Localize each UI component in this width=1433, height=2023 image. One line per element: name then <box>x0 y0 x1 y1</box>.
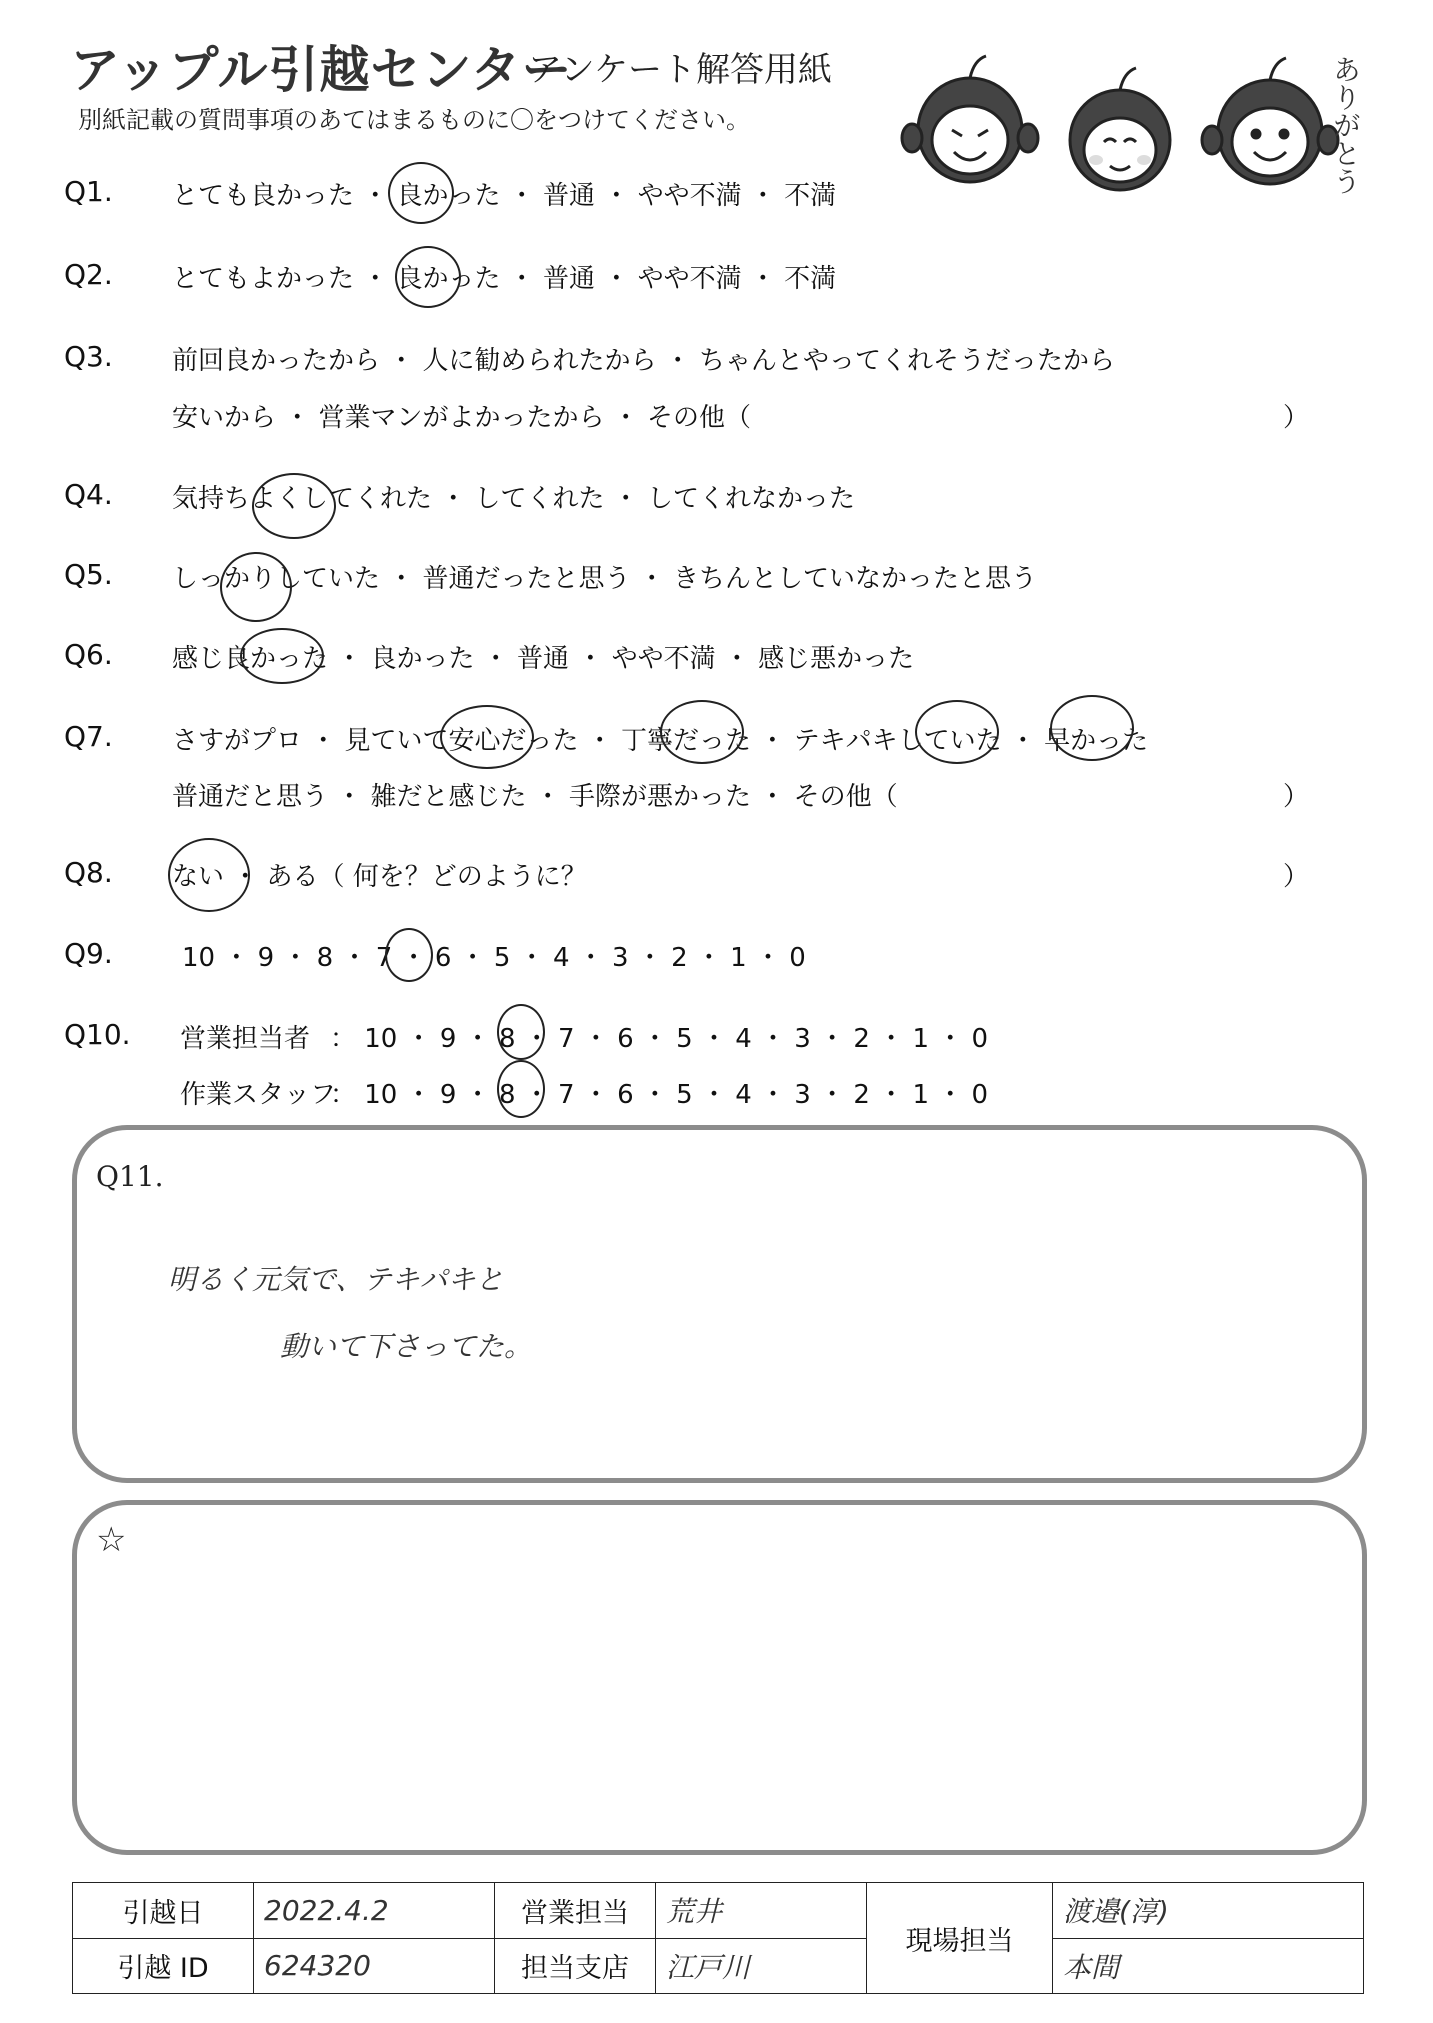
form-instruction: 別紙記載の質問事項のあてはまるものに〇をつけてください。 <box>78 106 750 134</box>
q5-options: しっかりしていた ・ 普通だったと思う ・ きちんとしていなかったと思う <box>172 564 1038 594</box>
q10-sales-selection-circle <box>497 1004 545 1060</box>
q3-label: Q3. <box>64 340 113 373</box>
q7-options-line2: 普通だと思う ・ 雑だと感じた ・ 手際が悪かった ・ その他（ <box>172 782 898 812</box>
monkey-mascot-icon <box>895 40 1365 220</box>
moving-id-value: 624320 <box>254 1938 495 1994</box>
q10-sales-scale: ： 10 ・ 9 ・ 8 ・ 7 ・ 6 ・ 5 ・ 4 ・ 3 ・ 2 ・ 1 ・ 0 <box>330 1024 989 1054</box>
q9-label: Q9. <box>64 937 113 970</box>
q6-label: Q6. <box>64 638 113 671</box>
q3-options-line1: 前回良かったから ・ 人に勧められたから ・ ちゃんとやってくれそうだったから <box>172 346 1116 376</box>
q7-close-paren: ） <box>1283 782 1310 812</box>
q7-options-line1: さすがプロ ・ 見ていて安心だった ・ 丁寧だった ・ テキパキしていた ・ 早かった <box>172 726 1149 756</box>
q10-staff-selection-circle <box>497 1060 545 1118</box>
q2-selection-circle <box>395 246 461 308</box>
q8-close-paren: ） <box>1283 862 1310 892</box>
form-subtitle: アンケート解答用紙 <box>528 50 832 90</box>
q9-options: 10 ・ 9 ・ 8 ・ 7 ・ 6 ・ 5 ・ 4 ・ 3 ・ 2 ・ 1 ・ 0 <box>182 943 806 973</box>
q1-options: とても良かった ・ 良かった ・ 普通 ・ やや不満 ・ 不満 <box>172 181 837 211</box>
branch-value: 江戸川 <box>656 1938 867 1994</box>
q4-selection-circle <box>252 473 336 539</box>
q6-selection-circle <box>240 628 324 684</box>
q1-label: Q1. <box>64 175 113 208</box>
q8-selection-circle <box>168 838 250 912</box>
q11-comment-line1: 明るく元気で、テキパキと <box>168 1263 504 1296</box>
q11-comment-box <box>72 1125 1367 1483</box>
q10-staff-label: 作業スタッフ <box>180 1080 337 1110</box>
q7-selection-circle-tekipaki <box>915 700 999 764</box>
q4-options: 気持ちよくしてくれた ・ してくれた ・ してくれなかった <box>172 484 856 514</box>
q9-selection-circle <box>385 928 433 982</box>
thanks-text: ありがとう <box>1329 55 1362 195</box>
q7-selection-circle-anshin <box>440 705 534 769</box>
company-title: アップル引越センター <box>70 41 573 99</box>
q7-label: Q7. <box>64 720 113 753</box>
sales-rep-label: 営業担当 <box>495 1883 656 1939</box>
q10-staff-scale: ： 10 ・ 9 ・ 8 ・ 7 ・ 6 ・ 5 ・ 4 ・ 3 ・ 2 ・ 1 ・ 0 <box>330 1080 989 1110</box>
branch-label: 担当支店 <box>495 1938 656 1994</box>
q6-options: 感じ良かった ・ 良かった ・ 普通 ・ やや不満 ・ 感じ悪かった <box>172 644 915 674</box>
q3-options-line2: 安いから ・ 営業マンがよかったから ・ その他（ <box>172 403 752 433</box>
q3-close-paren: ） <box>1283 403 1310 433</box>
moving-date-value: 2022.4.2 <box>254 1883 495 1939</box>
star-comment-box <box>72 1500 1367 1855</box>
site-staff-label: 現場担当 <box>867 1883 1053 1994</box>
q11-label: Q11. <box>96 1160 164 1193</box>
q2-label: Q2. <box>64 258 113 291</box>
sales-rep-value: 荒井 <box>656 1883 867 1939</box>
q7-selection-circle-hayai <box>1050 695 1134 761</box>
q5-selection-circle <box>220 552 292 622</box>
q8-options: ない ・ ある（ 何を？どのように？ <box>172 862 587 892</box>
site-staff-value-2: 本間 <box>1053 1938 1364 1994</box>
q4-label: Q4. <box>64 478 113 511</box>
q7-selection-circle-teinei <box>660 700 744 764</box>
q5-label: Q5. <box>64 558 113 591</box>
q10-label: Q10. <box>64 1018 131 1051</box>
q1-selection-circle <box>388 162 454 224</box>
footer-info-table <box>72 1882 1364 1994</box>
moving-date-label: 引越日 <box>73 1883 254 1939</box>
star-icon: ☆ <box>96 1520 127 1560</box>
moving-id-label: 引越 ID <box>73 1938 254 1994</box>
q10-sales-label: 営業担当者 <box>180 1024 311 1054</box>
q8-label: Q8. <box>64 856 113 889</box>
site-staff-value-1: 渡邉(淳) <box>1053 1883 1364 1939</box>
q2-options: とてもよかった ・ 良かった ・ 普通 ・ やや不満 ・ 不満 <box>172 264 837 294</box>
q11-comment-line2: 動いて下さってた。 <box>280 1330 533 1363</box>
